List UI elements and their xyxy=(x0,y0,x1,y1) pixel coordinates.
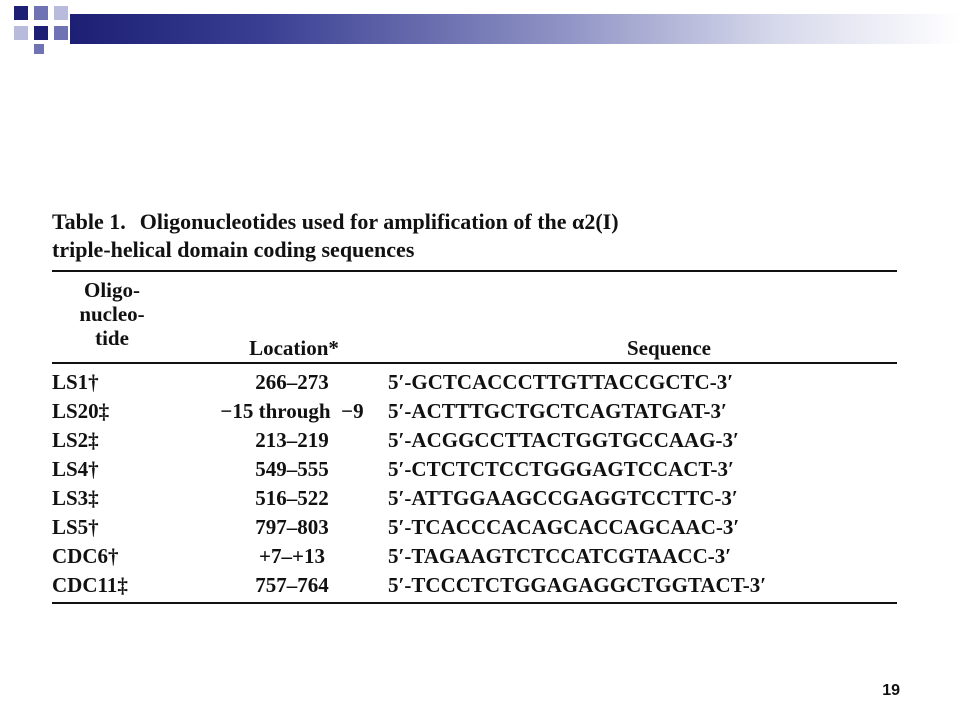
cell-oligonucleotide: LS5† xyxy=(52,515,99,539)
cell-sequence: 5′-TCCCTCTGGAGAGGCTGGTACT-3′ xyxy=(388,573,767,597)
cell-location: −15 through −9 xyxy=(220,399,364,423)
column-header-oligonucleotide-line: nucleo- xyxy=(79,302,145,326)
cell-sequence: 5′-GCTCACCCTTGTTACCGCTC-3′ xyxy=(388,370,734,394)
cell-sequence: 5′-ACTTTGCTGCTCAGTATGAT-3′ xyxy=(388,399,727,423)
cell-oligonucleotide: LS4† xyxy=(52,457,99,481)
table-row xyxy=(52,455,897,484)
cell-oligonucleotide: LS2‡ xyxy=(52,428,99,452)
table-caption-line2: triple-helical domain coding sequences xyxy=(52,237,415,262)
slide-header-decoration xyxy=(0,0,960,60)
cell-oligonucleotide: CDC11‡ xyxy=(52,573,128,597)
table-row xyxy=(52,426,897,455)
table-caption-line1: Oligonucleotides used for amplification of the α2(I) xyxy=(139,209,619,234)
column-header-oligonucleotide-line: Oligo- xyxy=(84,278,140,302)
cell-oligonucleotide: LS1† xyxy=(52,370,99,394)
table-bottom-rule xyxy=(52,602,897,604)
decor-square xyxy=(34,26,48,40)
decor-square xyxy=(54,6,68,20)
cell-oligonucleotide: CDC6† xyxy=(52,544,119,568)
cell-oligonucleotide: LS20‡ xyxy=(52,399,110,423)
table-body xyxy=(52,368,897,600)
decor-square xyxy=(34,44,44,54)
table-row xyxy=(52,542,897,571)
table-row xyxy=(52,484,897,513)
table-caption xyxy=(52,208,892,264)
column-header-sequence: Sequence xyxy=(627,336,711,360)
cell-location: 266–273 xyxy=(255,370,329,394)
cell-location: +7–+13 xyxy=(259,544,325,568)
decor-square xyxy=(34,6,48,20)
table-header-rule xyxy=(52,362,897,364)
cell-location: 213–219 xyxy=(255,428,329,452)
cell-oligonucleotide: LS3‡ xyxy=(52,486,99,510)
cell-sequence: 5′-ACGGCCTTACTGGTGCCAAG-3′ xyxy=(388,428,739,452)
cell-sequence: 5′-CTCTCTCCTGGGAGTCCACT-3′ xyxy=(388,457,734,481)
table-row xyxy=(52,397,897,426)
header-gradient-bar xyxy=(70,14,960,44)
slide-number: 19 xyxy=(882,682,900,699)
cell-sequence: 5′-TAGAAGTCTCCATCGTAACC-3′ xyxy=(388,544,732,568)
cell-location: 516–522 xyxy=(255,486,329,510)
cell-location: 757–764 xyxy=(255,573,329,597)
cell-location: 549–555 xyxy=(255,457,329,481)
cell-location: 797–803 xyxy=(255,515,329,539)
table-top-rule xyxy=(52,270,897,272)
table-figure xyxy=(44,200,904,620)
cell-sequence: 5′-ATTGGAAGCCGAGGTCCTTC-3′ xyxy=(388,486,738,510)
decor-square xyxy=(54,26,68,40)
column-header-oligonucleotide xyxy=(52,278,172,350)
column-header-oligonucleotide-line: tide xyxy=(95,326,129,350)
decor-square xyxy=(14,6,28,20)
table-row xyxy=(52,571,897,600)
decor-square xyxy=(14,26,28,40)
column-header-location: Location* xyxy=(249,336,339,360)
table-row xyxy=(52,368,897,397)
table-row xyxy=(52,513,897,542)
cell-sequence: 5′-TCACCCACAGCACCAGCAAC-3′ xyxy=(388,515,740,539)
table-caption-label: Table 1. xyxy=(52,209,126,234)
